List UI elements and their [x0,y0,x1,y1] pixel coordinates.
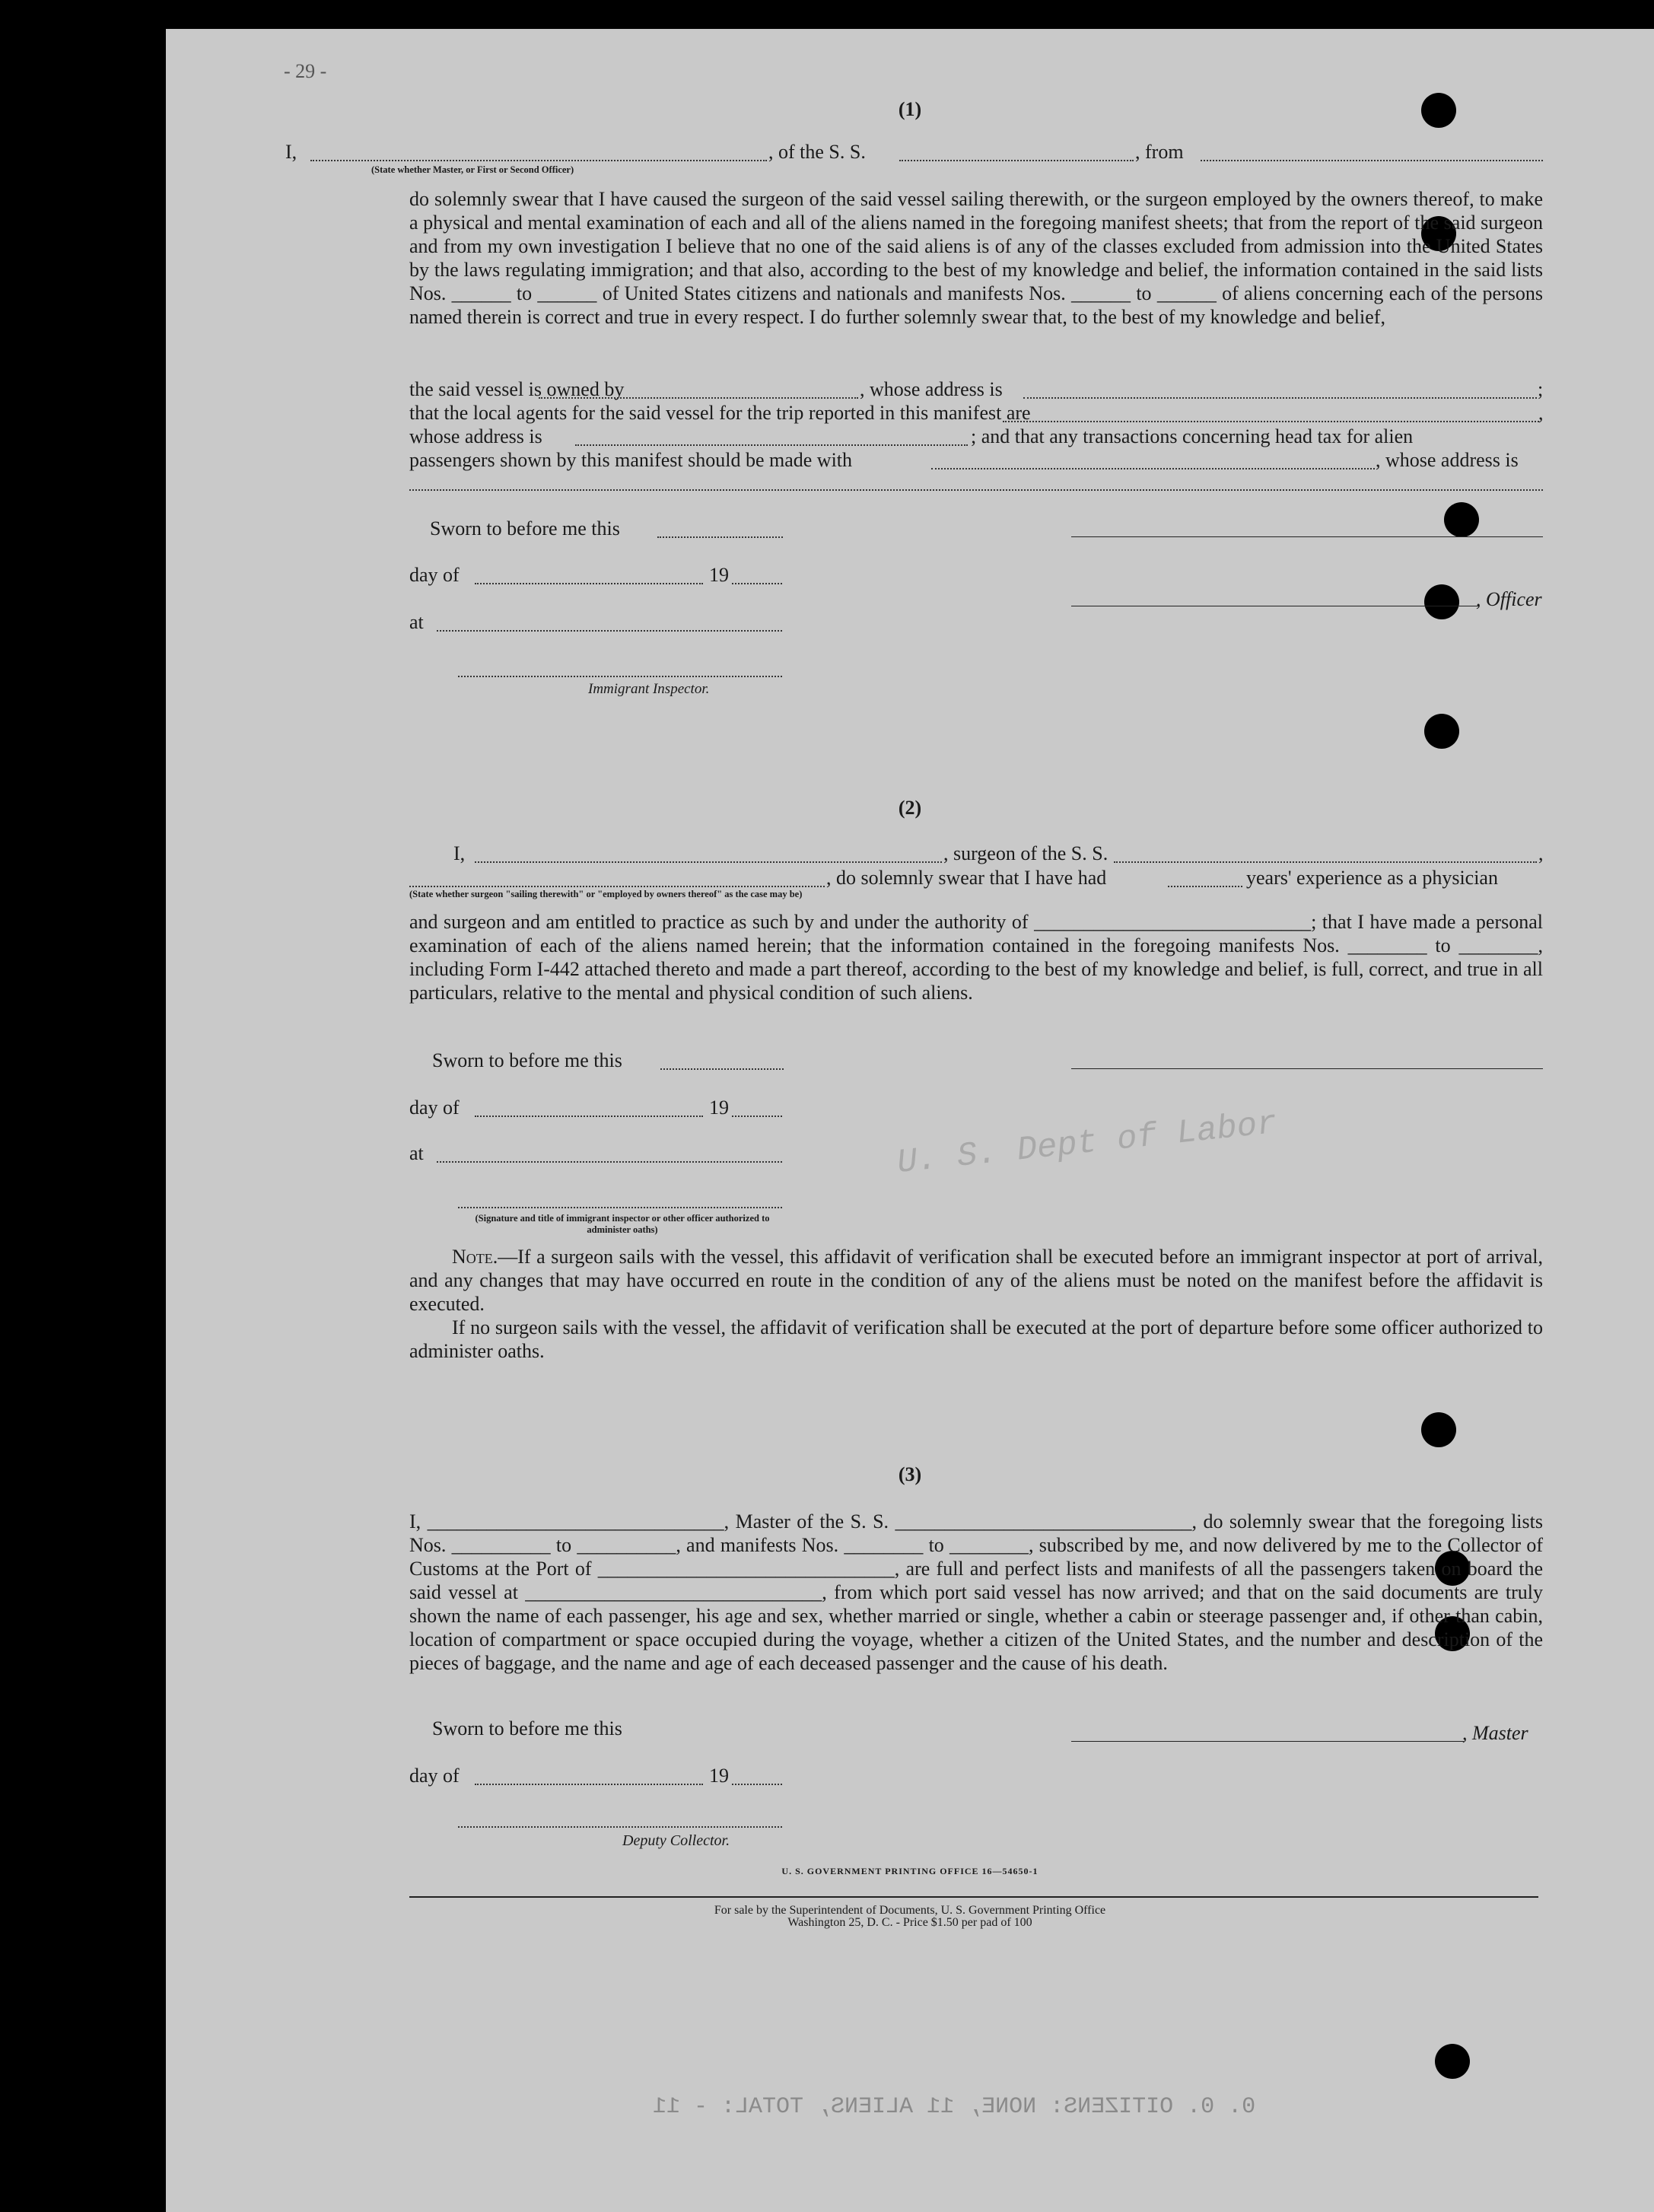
page-number: - 29 - [284,60,327,82]
note-text-1: —If a surgeon sails with the vessel, this affidavit of verification shall be executed before an immigrant inspector at port of arrival, and any changes that may have occurred en route in the condition of any of the aliens must be noted on the manifest before the affidavit is executed. [409,1246,1543,1315]
s3-year-label: 19 [709,1765,729,1787]
s1-oath-body: do solemnly swear that I have caused the surgeon of the said vessel sailing therewith, or the surgeon employed by the owners thereof, to make a physical and mental examination of each and all of the aliens named in the foregoing manifest sheets; that from the report of the said surgeon and from my own investigation I believe that no one of the said aliens is of any of the classes excluded from admission into the United States by the laws regulating immigration; and that also, according to the best of my knowledge and belief, the information contained in the said lists Nos. ______ to ______ of United States citizens and nationals and manifests Nos. ______ to ______ of aliens concerning each of the persons named therein is correct and true in every respect. I do further solemnly swear that, to the best of my knowledge and belief, [409,188,1543,328]
s1-from-label: , from [1135,141,1184,163]
s3-master-label: , Master [1462,1722,1528,1744]
s2-years-label: years' experience as a physician [1246,867,1498,889]
section-1-number: (1) [898,98,922,120]
s1-owner-address-label: , whose address is [860,378,1003,400]
footer-line-2: Washington 25, D. C. - Price $1.50 per pad of 100 [787,1916,1032,1929]
binder-hole [1435,2044,1470,2079]
section-3-number: (3) [898,1463,922,1485]
s1-i-label: I, [285,141,297,163]
s2-year-label: 19 [709,1096,729,1119]
s1-head-tax-text: ; and that any transactions concerning head tax for alien [971,425,1414,447]
s2-signature-caption: (Signature and title of immigrant inspector or other officer authorized to administer oaths) [475,1213,770,1235]
s1-inspector-label: Immigrant Inspector. [588,681,710,697]
s2-swear-label: , do solemnly swear that I have had [826,867,1107,889]
s1-ss-label: , of the S. S. [768,141,866,163]
binder-hole [1421,1412,1456,1447]
s1-passengers-label: passengers shown by this manifest should be made with [409,449,853,471]
s2-surgeon-label: , surgeon of the S. S. [943,842,1108,864]
binder-hole [1444,502,1479,537]
bleed-through-total: 0. 0. OITIZENS: NONE, 11 ALIENS, TOTAL: - 11 [653,2094,1256,2120]
s1-officer-label: , Officer [1476,588,1542,610]
s1-owned-label: the said vessel is owned by [409,378,625,400]
s2-surgeon-caption: (State whether surgeon "sailing therewith" or "employed by owners thereof" as the case may be) [409,889,803,899]
s3-oath-body: I, ______________________________, Master of the S. S. ______________________________, do solemnly swear that the foregoing lists Nos. __________ to __________, and manifests Nos. ________ to ________, subscribed by me, and now delivered by me to the Collector of Customs at the Port of ______________________________, are full and perfect lists and manifests of all the passengers taken on board the said vessel at ______________________________, from which port said vessel has now arrived; and that on the said documents are truly shown the name of each passenger, his age and sex, whether married or single, whether a cabin or steerage passenger and, if other than cabin, location of compartment or space occupied during the voyage, whether a citizen of the United States, and the number and description of the pieces of baggage, and the name and age of each deceased passenger and the cause of his death. [409,1510,1543,1674]
s2-at-label: at [409,1142,424,1164]
s1-agents-label: that the local agents for the said vessel for the trip reported in this manifest are [409,402,1031,424]
note-label: Note. [452,1246,498,1268]
s1-year-label: 19 [709,564,729,586]
s1-at-label: at [409,611,424,633]
s2-oath-body: and surgeon and am entitled to practice as such by and under the authority of ____________________________; that I have made a personal examination of each of the aliens named herein; that the information contained in the foregoing manifests Nos. ________ to ________, including Form I-442 attached thereto and made a part thereof, according to the best of my knowledge and belief, is full, correct, and true in all particulars, relative to the mental and physical condition of such aliens. [409,911,1543,1004]
s3-sworn-label: Sworn to before me this [432,1717,622,1739]
s3-collector-label: Deputy Collector. [622,1832,730,1849]
s1-day-label: day of [409,564,460,586]
s1-officer-caption: (State whether Master, or First or Second Officer) [371,164,574,175]
note-paragraph-1 [409,1245,1543,1316]
footer-line-1: For sale by the Superintendent of Documents, U. S. Government Printing Office [714,1904,1106,1917]
s2-sworn-label: Sworn to before me this [432,1049,622,1071]
s2-day-label: day of [409,1096,460,1119]
s1-agent-address-label: whose address is [409,425,542,447]
bleed-through-note: U. S. Dept of Labor [895,1104,1279,1183]
binder-hole [1424,714,1459,749]
s3-day-label: day of [409,1765,460,1787]
s1-sworn-label: Sworn to before me this [430,517,620,539]
s2-i-label: I, [453,842,466,864]
binder-hole [1424,584,1459,619]
printing-office-imprint: U. S. GOVERNMENT PRINTING OFFICE 16—54650-1 [781,1866,1039,1876]
note-paragraph-2: If no surgeon sails with the vessel, the affidavit of verification shall be executed at the port of departure before some officer authorized to administer oaths. [409,1316,1543,1362]
s1-whose-address-end: , whose address is [1376,449,1519,471]
section-2-number: (2) [898,797,922,819]
manifest-page: - 29 - (1) I, , of the S. S. , from (State whether Master, or First or Second Officer) do solemnly swear that I have caused the surgeon of the said vessel sailing therewith, or the surgeon employed by the owners thereof, to make a physical and mental examination of each and all of the aliens named in the foregoing manifest sheets; that from the report of the said surgeon and from my own investigation I believe that no one of the said aliens is of any of the classes excluded from admission into the United States by the laws regulating immigration; and that also, according to the best of my knowledge and belief, the information contained in the said lists Nos. ______ to ______ of United States citizens and nationals and manifests Nos. ______ to ______ of aliens concerning each of the persons named therein is correct and true in every respect. I do further solemnly swear that, to the best of my knowledge and belief, the said vessel is owned by , whose address is ; that the local agents for the said vessel for the trip reported in this manifest are , whose address is ; and that any transactions concerning head tax for alien passengers shown by this manifest should be made with , whose address is Sworn to before me this day of 19 , Officer at Immigrant Inspector. (2) I, , surgeon of the S. S. , , do solemnly swear that I have had years' experience as a physician (State whether surgeon "sailing therewith" or "employed by owners thereof" as the case may be) and surgeon and am entitled to practice as such by and under the authority of ____________________________; that I have made a personal examination of each of the aliens named herein; that the information contained in the foregoing manifests Nos. ________ to ________, including Form I-442 attached thereto and made a part thereof, according to the best of my knowledge and belief, is full, correct, and true in all particulars, relative to the mental and physical condition of such aliens. Sworn to before me this day of 19 at (Signature and title of immigrant inspector or other officer authorized to administer oaths) Note.—If a surgeon sails with the vessel, this affidavit of verification shall be executed before an immigrant inspector at port of arrival, and any changes that may have occurred en route in the condition of any of the aliens must be noted on the manifest before the affidavit is executed. If no surgeon sails with the vessel, the affidavit of verification shall be executed at the port of departure before some officer authorized to administer oaths. (3) I, ______________________________, Master of the S. S. ______________________________, do solemnly swear that the foregoing lists Nos. __________ to __________, and manifests Nos. ________ to ________, subscribed by me, and now delivered by me to the Collector of Customs at the Port of ______________________________, are full and perfect lists and manifests of all the passengers taken on board the said vessel at ______________________________, from which port said vessel has now arrived; and that on the said documents are truly shown the name of each passenger, his age and sex, whether married or single, whether a cabin or steerage passenger and, if other than cabin, location of compartment or space occupied during the voyage, whether a citizen of the United States, and the number and description of the pieces of baggage, and the name and age of each deceased passenger and the cause of his death. Sworn to before me this , Master day of 19 Deputy Collector. U. S. GOVERNMENT PRINTING OFFICE 16—54650-1 For sale by the Superintendent of Documents, U. S. Government Printing Office Washington 25, D. C. - Price $1.50 per pad of 100 0. 0. OITIZENS: NONE, 11 ALIENS, TOTAL: - 11 U. S. Dept of Labor [166,29,1654,2212]
